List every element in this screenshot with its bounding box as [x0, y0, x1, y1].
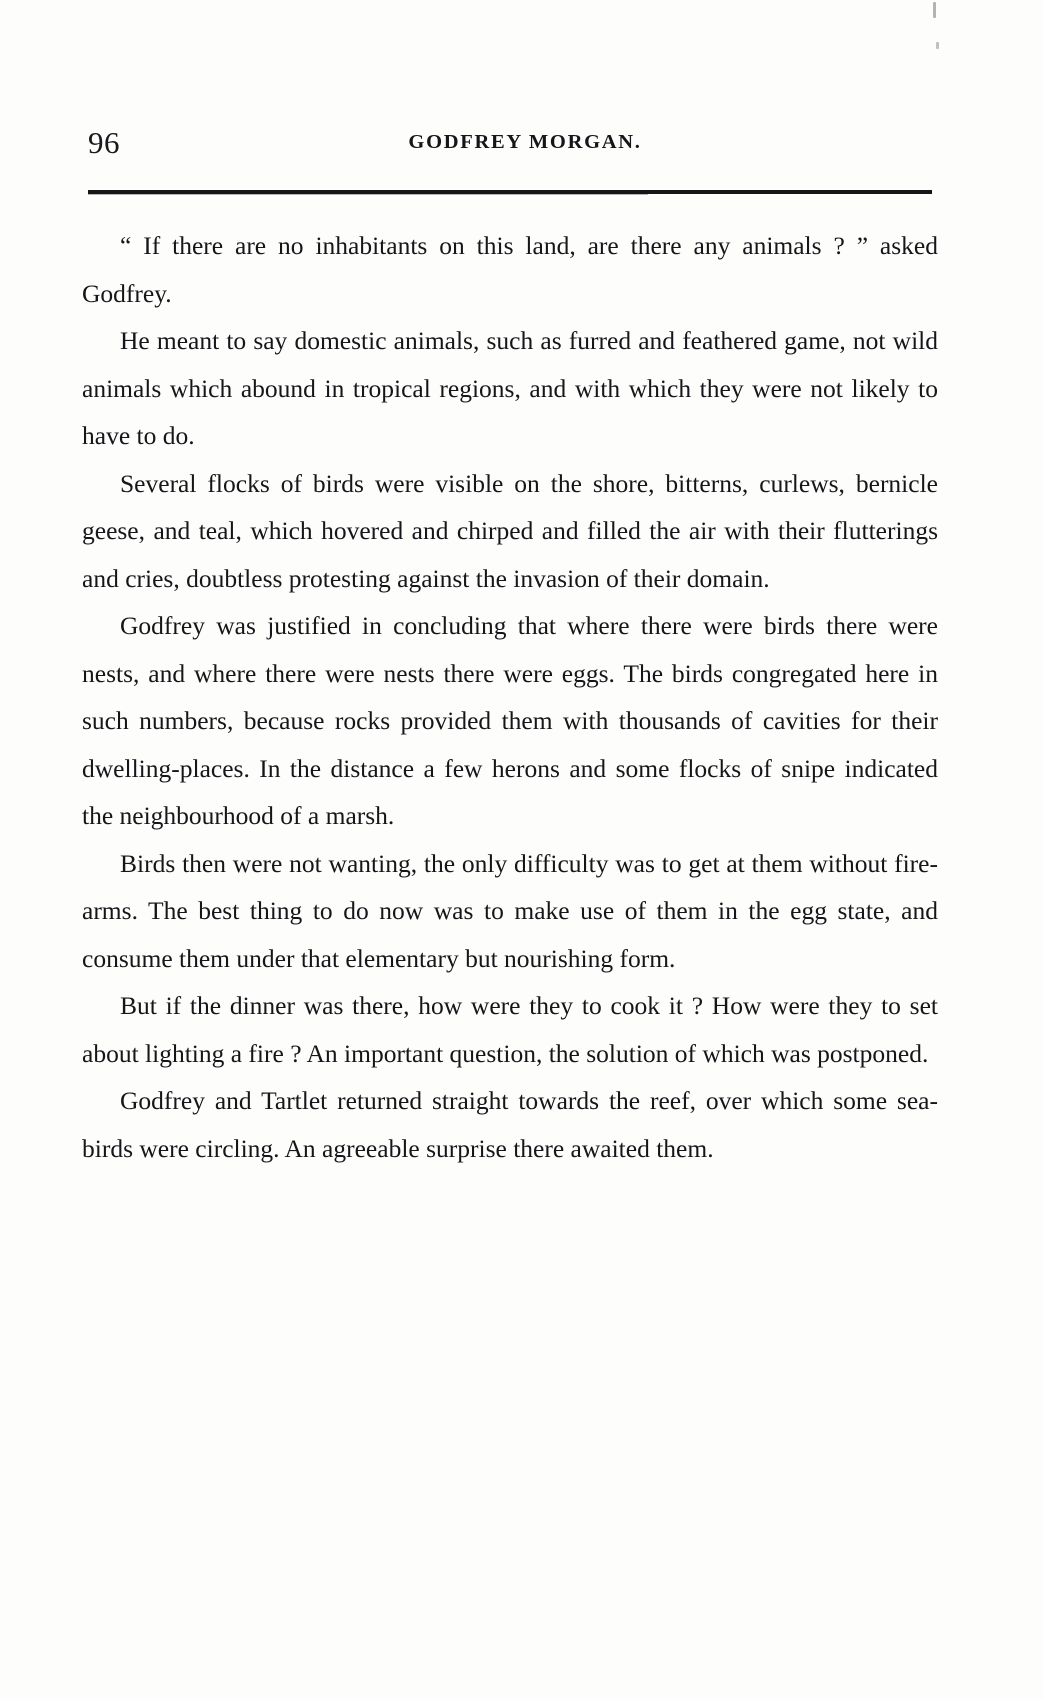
running-title: GODFREY MORGAN.	[408, 131, 642, 153]
page-number: 96	[88, 125, 120, 160]
paragraph: Godfrey and Tartlet returned straight towards the reef, over which some sea-birds were circling. An agreeable surprise there awaited them.	[82, 1086, 938, 1163]
paragraph: Godfrey was justified in concluding that where there were birds there were nests, and where there were nests there were eggs. The birds congregated here in such numbers, because rocks provided them with thousands of cavities for their dwelling-places. In the distance a few herons and some flocks of snipe indicated the neighbourhood of a marsh.	[82, 611, 938, 830]
scan-artifact-icon	[933, 2, 936, 18]
scan-artifact-icon	[936, 42, 939, 49]
page-body	[82, 222, 938, 1172]
header-rule	[88, 190, 932, 194]
paragraph: He meant to say domestic animals, such as furred and feathered game, not wild animals which abound in tropical regions, and with which they were not likely to have to do.	[82, 326, 938, 450]
paragraph: Birds then were not wanting, the only difficulty was to get at them without fire-arms. The best thing to do now was to make use of them in the egg state, and consume them under that elementary but nourishing form.	[82, 848, 938, 973]
paragraph: “ If there are no inhabitants on this land, are there any animals ? ” asked Godfrey.	[82, 231, 938, 308]
paragraph: But if the dinner was there, how were they to cook it ? How were they to set about lighting a fire ? An important question, the solution of which was postponed.	[82, 991, 938, 1068]
paragraph: Several flocks of birds were visible on the shore, bitterns, curlews, bernicle geese, and teal, which hovered and chirped and filled the air with their flutterings and cries, doubtless protesting against the invasion of their domain.	[82, 468, 938, 593]
page-header	[88, 125, 932, 165]
